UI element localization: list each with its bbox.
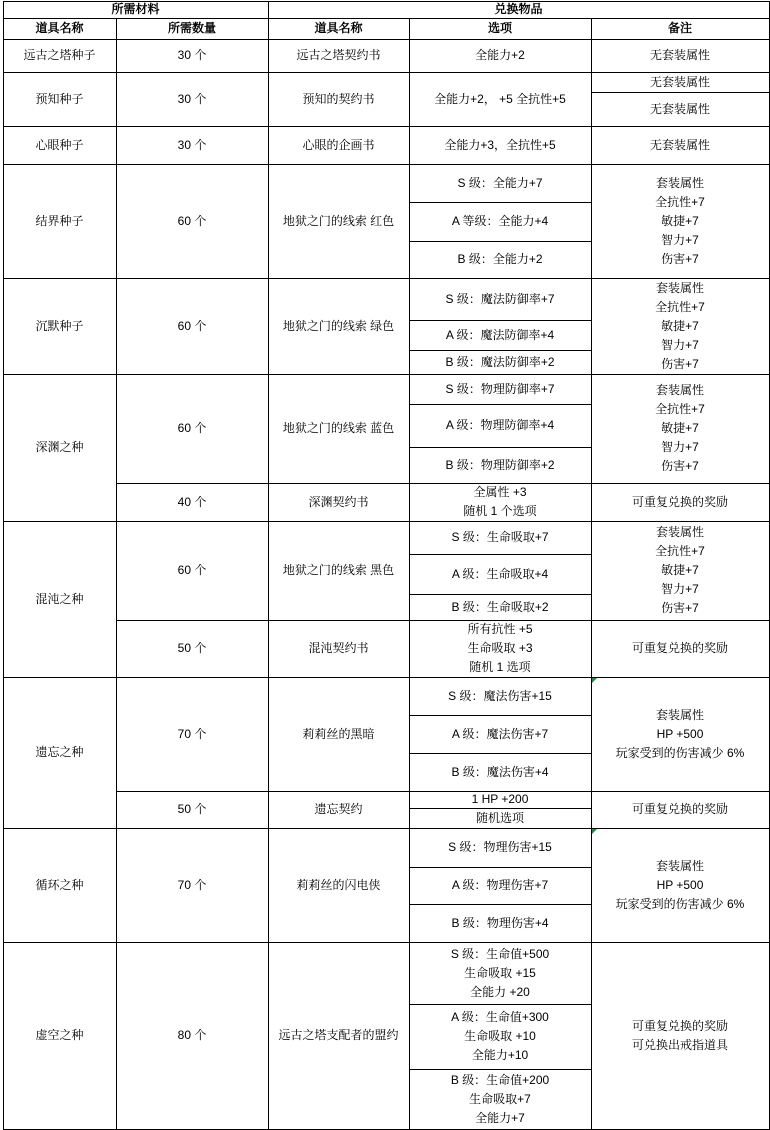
reward-name: 地狱之门的线索 红色 <box>282 213 395 228</box>
quantity: 70 个 <box>177 726 207 741</box>
reward-name: 深渊契约书 <box>308 494 369 509</box>
option-cell: A 级：生命值+300 生命吸取 +10 全能力+10 <box>451 1010 549 1062</box>
quantity: 70 个 <box>177 877 207 892</box>
reward-name: 远古之塔契约书 <box>296 48 381 62</box>
reward-name: 莉莉丝的闪电侠 <box>296 877 381 892</box>
material-name: 结界种子 <box>35 213 84 228</box>
material-name: 预知种子 <box>35 91 84 106</box>
option-cell: S 级：全能力+7 <box>457 175 543 190</box>
reward-name: 地狱之门的线索 蓝色 <box>282 421 395 435</box>
material-name: 混沌之种 <box>35 591 84 606</box>
grid-line <box>409 202 592 203</box>
option-cell: 全能力+3，全抗性+5 <box>444 137 556 152</box>
remark-cell <box>591 126 769 164</box>
remark-cell-line: 无套装属性 <box>649 48 710 62</box>
remark-cell <box>591 942 769 1129</box>
header-options: 选项 <box>487 21 512 35</box>
grid-line <box>3 1 4 1130</box>
remark-cell-line: 套装属性 <box>655 858 704 873</box>
option-cell: 1 HP +200 <box>471 792 529 806</box>
grid-line <box>3 126 770 127</box>
header-item-name: 道具名称 <box>35 21 84 35</box>
option-cell: 全属性 +3 随机 1 个选项 <box>463 485 537 518</box>
remark-cell <box>591 483 769 521</box>
option-cell: A 级：物理防御率+4 <box>445 418 555 432</box>
material-name: 虚空之种 <box>35 1028 84 1042</box>
quantity: 80 个 <box>177 1028 207 1042</box>
quantity: 40 个 <box>177 494 207 509</box>
grid-line <box>409 447 592 448</box>
remark-cell-line: 智力+7 <box>661 582 699 596</box>
option-cell: S 级：魔法伤害+15 <box>448 688 552 703</box>
grid-line <box>3 1 770 2</box>
reward-name: 预知的契约书 <box>302 91 375 106</box>
grid-line <box>116 620 770 621</box>
remark-cell <box>591 677 769 791</box>
remark-cell: 无套装属性 <box>649 101 710 116</box>
remark-cell <box>591 620 769 677</box>
remark-cell-line: HP +500 <box>656 726 704 741</box>
grid-line <box>3 942 770 943</box>
material-name: 沉默种子 <box>35 318 84 333</box>
option-cell: A 级：魔法防御率+4 <box>445 327 555 342</box>
option-cell: 所有抗性 +5 生命吸取 +3 随机 1 选项 <box>467 622 533 674</box>
grid-line <box>3 677 770 678</box>
remark-cell-line: 套装属性 <box>655 525 704 539</box>
remark-cell-line: 套装属性 <box>655 280 704 295</box>
grid-line <box>3 828 770 829</box>
remark-cell: 无套装属性 <box>649 74 710 89</box>
material-name: 深渊之种 <box>35 440 84 454</box>
grid-line <box>116 18 117 1130</box>
material-name: 心眼种子 <box>35 137 84 152</box>
grid-line <box>268 1 269 1130</box>
grid-line <box>409 904 592 905</box>
remark-cell <box>591 278 769 374</box>
option-cell: B 级：魔法防御率+2 <box>445 354 555 369</box>
grid-line <box>3 278 770 279</box>
remark-cell <box>591 521 769 620</box>
remark-cell-line: 无套装属性 <box>649 137 710 152</box>
quantity: 30 个 <box>177 91 207 106</box>
remark-cell <box>591 164 769 278</box>
grid-line <box>409 404 592 405</box>
material-name: 远古之塔种子 <box>23 48 96 62</box>
remark-cell-line: 套装属性 <box>655 175 704 190</box>
material-name: 遗忘之种 <box>35 745 84 759</box>
grid-line <box>3 72 770 73</box>
reward-name: 地狱之门的线索 黑色 <box>282 563 395 577</box>
option-cell: B 级：物理防御率+2 <box>445 457 555 472</box>
reward-name: 地狱之门的线索 绿色 <box>282 318 395 333</box>
remark-cell <box>591 39 769 72</box>
grid-line <box>409 808 592 809</box>
grid-line <box>3 39 770 40</box>
grid-line <box>591 18 592 1130</box>
quantity: 30 个 <box>177 48 207 62</box>
remark-cell-line: 敏捷+7 <box>661 563 699 577</box>
option-cell: A 级：魔法伤害+7 <box>451 726 549 741</box>
remark-cell-line: 可重复兑换的奖励 <box>631 641 728 655</box>
option-cell: B 级：生命值+200 生命吸取+7 全能力+7 <box>450 1072 550 1125</box>
reward-name: 遗忘契约 <box>314 802 363 816</box>
option-cell: A 级：物理伤害+7 <box>451 878 549 892</box>
option-cell: B 级：生命吸取+2 <box>451 599 549 614</box>
header-reward-name: 道具名称 <box>314 21 363 35</box>
option-cell: S 级：物理防御率+7 <box>445 381 555 396</box>
grid-line <box>409 320 592 321</box>
option-cell: S 级：物理伤害+15 <box>448 840 552 854</box>
remark-cell-line: 可重复兑换的奖励 <box>631 1018 728 1033</box>
grid-line <box>116 791 770 792</box>
option-cell: 全能力+2 <box>475 48 525 62</box>
grid-line <box>409 241 592 242</box>
quantity: 60 个 <box>177 213 207 228</box>
remark-cell-line: 智力+7 <box>661 232 699 247</box>
option-cell: S 级：生命吸取+7 <box>451 530 549 544</box>
option-cell: S 级：魔法防御率+7 <box>445 291 555 306</box>
remark-cell-line: 智力+7 <box>661 440 699 454</box>
option-cell: A 级：生命吸取+4 <box>451 566 549 581</box>
grid-line <box>3 18 770 19</box>
reward-name: 莉莉丝的黑暗 <box>302 726 375 741</box>
comment-marker-icon <box>592 678 597 683</box>
remark-cell-line: 全抗性+7 <box>655 194 705 209</box>
grid-line <box>409 18 410 1130</box>
remark-cell-line: 敏捷+7 <box>661 421 699 435</box>
quantity: 50 个 <box>177 641 207 655</box>
remark-cell-line: 玩家受到的伤害减少 6% <box>615 896 745 911</box>
grid-line <box>116 483 770 484</box>
remark-cell-line: 玩家受到的伤害减少 6% <box>615 745 745 760</box>
remark-cell-line: 智力+7 <box>661 337 699 352</box>
grid-line <box>591 92 770 93</box>
reward-name: 混沌契约书 <box>308 641 369 655</box>
option-cell: B 级：全能力+2 <box>457 252 543 266</box>
remark-cell-line: 全抗性+7 <box>655 402 705 416</box>
grid-line <box>409 350 592 351</box>
grid-line <box>3 521 770 522</box>
option-cell: B 级：魔法伤害+4 <box>451 764 549 779</box>
remark-cell-line: 伤害+7 <box>661 356 699 371</box>
header-quantity: 所需数量 <box>167 21 216 35</box>
header-required-materials: 所需材料 <box>111 2 160 16</box>
grid-line <box>409 1004 592 1005</box>
header-exchange-items: 兑换物品 <box>494 2 543 16</box>
remark-cell-line: 全抗性+7 <box>655 544 705 558</box>
grid-line <box>409 753 592 754</box>
material-name: 循环之种 <box>35 877 84 892</box>
remark-cell-line: 伤害+7 <box>661 459 699 473</box>
remark-cell-line: 套装属性 <box>655 383 704 397</box>
remark-cell <box>591 791 769 828</box>
remark-cell <box>591 828 769 942</box>
remark-cell-line: 敏捷+7 <box>661 318 699 333</box>
remark-cell-line: 可兑换出戒指道具 <box>631 1037 728 1052</box>
grid-line <box>409 715 592 716</box>
option-cell: 全能力+2， +5 全抗性+5 <box>434 91 566 106</box>
grid-line <box>409 554 592 555</box>
reward-name: 远古之塔支配者的盟约 <box>278 1028 399 1042</box>
remark-cell-line: 可重复兑换的奖励 <box>631 802 728 816</box>
remark-cell-line: 全抗性+7 <box>655 299 705 314</box>
option-cell: 随机选项 <box>475 810 524 825</box>
option-cell: B 级：物理伤害+4 <box>451 915 549 930</box>
option-cell: S 级：生命值+500 生命吸取 +15 全能力 +20 <box>450 946 550 999</box>
remark-cell-line: 敏捷+7 <box>661 213 699 228</box>
comment-marker-icon <box>592 829 597 834</box>
grid-line <box>409 1069 592 1070</box>
remark-cell-line: 伤害+7 <box>661 251 699 266</box>
quantity: 60 个 <box>177 318 207 333</box>
reward-name: 心眼的企画书 <box>302 137 375 152</box>
remark-cell-line: 套装属性 <box>655 707 704 722</box>
quantity: 60 个 <box>177 563 207 577</box>
header-remarks: 备注 <box>667 21 692 35</box>
quantity: 50 个 <box>177 802 207 816</box>
remark-cell-line: 伤害+7 <box>661 601 699 615</box>
remark-cell <box>591 374 769 483</box>
option-cell: A 等级：全能力+4 <box>451 214 549 228</box>
remark-cell-line: 可重复兑换的奖励 <box>631 494 728 509</box>
grid-line <box>3 374 770 375</box>
quantity: 60 个 <box>177 421 207 435</box>
grid-line <box>409 867 592 868</box>
quantity: 30 个 <box>177 137 207 152</box>
remark-cell-line: HP +500 <box>656 877 704 892</box>
grid-line <box>409 594 592 595</box>
grid-line <box>3 164 770 165</box>
